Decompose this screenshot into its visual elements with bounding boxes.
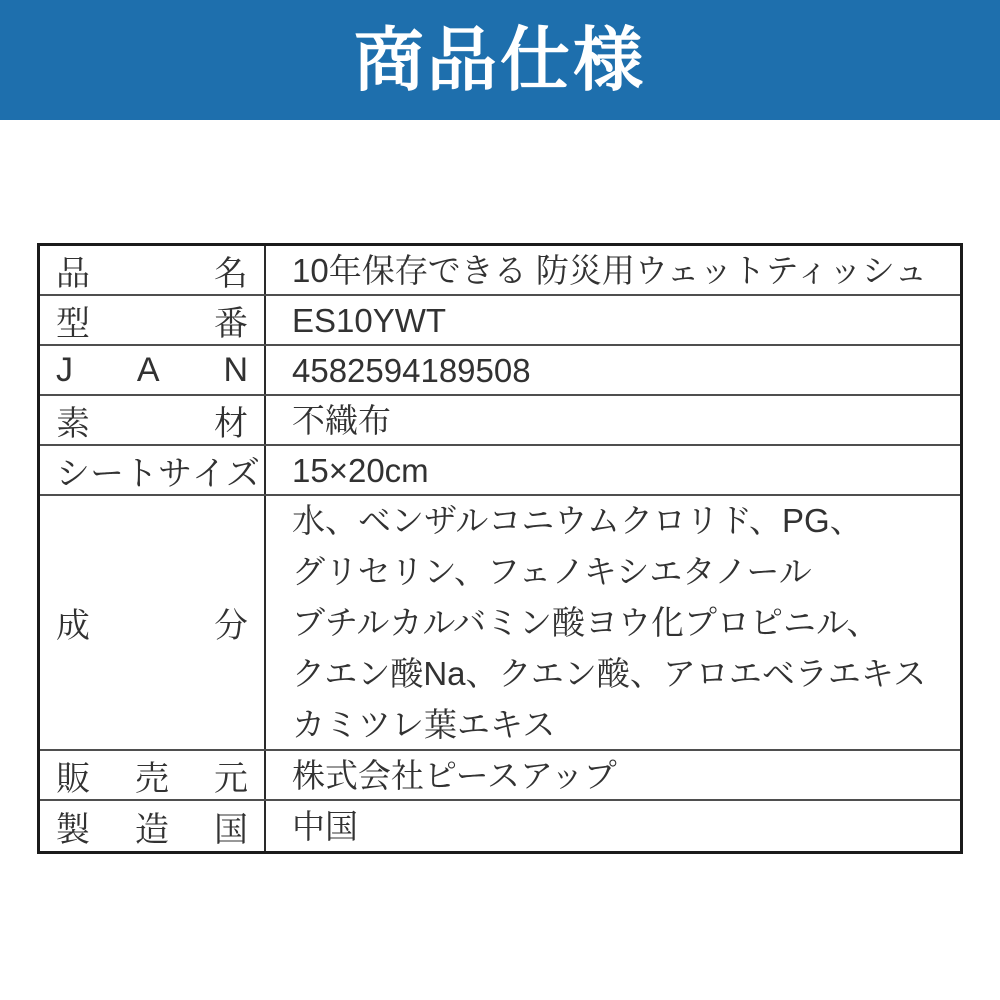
table-row-model-number [40, 296, 960, 346]
row-label: 成 分 [40, 496, 266, 749]
row-value-text: 不織布 [292, 401, 391, 439]
row-value-text: 中国 [292, 807, 358, 845]
row-value [266, 496, 960, 749]
table-row-sheet-size [40, 446, 960, 496]
row-value-text: グリセリン、フェノキシエタノール [292, 553, 812, 590]
row-value [266, 751, 960, 799]
row-value [266, 346, 960, 394]
table-row-country-of-manufacture [40, 801, 960, 851]
row-value-text: 4582594189508 [292, 351, 531, 389]
row-value [266, 446, 960, 494]
table-row-ingredients [40, 496, 960, 751]
table-row-product-name [40, 246, 960, 296]
row-value [266, 246, 960, 294]
row-value-text: 10年保存できる 防災用ウェットティッシュ [292, 251, 928, 289]
row-value [266, 296, 960, 344]
row-label: 製 造 国 [40, 801, 266, 851]
table-row-material [40, 396, 960, 446]
row-label: 販 売 元 [40, 751, 266, 799]
row-label: シ ー ト サ イ ズ [40, 446, 266, 494]
row-label: 品 名 [40, 246, 266, 294]
row-value-text: 15×20cm [292, 451, 429, 489]
page-title: 商品仕様 [354, 21, 646, 99]
row-value [266, 801, 960, 851]
row-value-text: カミツレ葉エキス [292, 706, 556, 743]
table-row-jan-code [40, 346, 960, 396]
row-value-text: ブチルカルバミン酸ヨウ化プロピニル、 [292, 604, 880, 641]
row-value [266, 396, 960, 444]
row-label: J A N [40, 346, 266, 394]
table-row-seller [40, 751, 960, 801]
row-label: 素 材 [40, 396, 266, 444]
row-value-text: 水、ベンザルコニウムクロリド、PG、 [292, 502, 863, 539]
row-value-text: 株式会社ピースアップ [292, 756, 617, 794]
row-label: 型 番 [40, 296, 266, 344]
row-value-text: ES10YWT [292, 301, 447, 339]
header-banner [0, 0, 1000, 120]
row-value-text: クエン酸Na、クエン酸、アロエベラエキス [292, 655, 927, 692]
spec-table [37, 243, 963, 854]
